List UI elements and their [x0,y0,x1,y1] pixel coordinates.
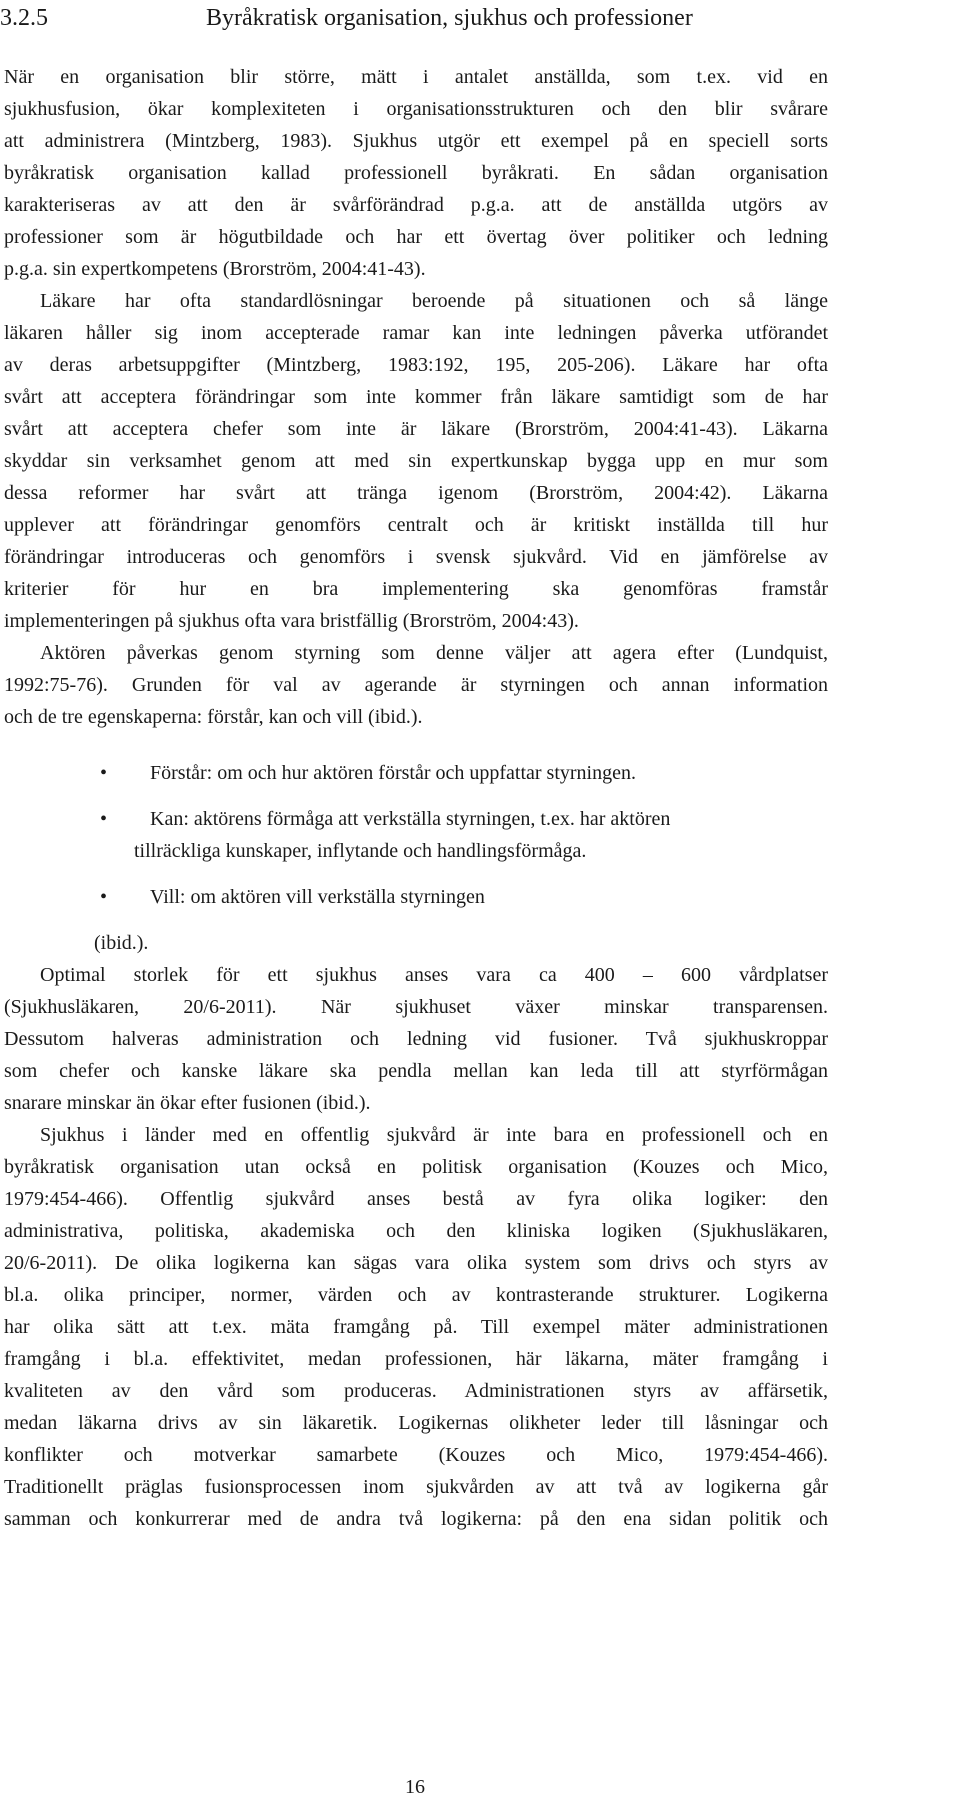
text-line: 1992:75-76). Grunden för val av agerande är styrningen och annan information [4,674,828,696]
text-line: Aktören påverkas genom styrning som denne väljer att agera efter (Lundquist, [40,642,828,664]
page-number: 16 [405,1776,425,1798]
text-line: Läkare har ofta standardlösningar beroende på situationen och så länge [40,290,828,312]
text-line: professioner som är högutbildade och har ett övertag över politiker och ledning [4,226,828,248]
bullet-icon: • [100,886,108,908]
text-line: karakteriseras av att den är svårförändrad p.g.a. att de anställda utgörs av [4,194,828,216]
text-line: skyddar sin verksamhet genom att med sin expertkunskap bygga upp en mur som [4,450,828,472]
text-line: och de tre egenskaperna: förstår, kan och vill (ibid.). [4,706,423,728]
text-line: När en organisation blir större, mätt i antalet anställda, som t.ex. vid en [4,66,828,88]
text-line: framgång i bl.a. effektivitet, medan professionen, här läkarna, mäter framgång i [4,1348,828,1370]
text-line: byråkratisk organisation utan också en politisk organisation (Kouzes och Mico, [4,1156,828,1178]
list-item-text: Kan: aktörens förmåga att verkställa styrningen, t.ex. har aktören [150,808,671,830]
text-line: byråkratisk organisation kallad professionell byråkrati. En sådan organisation [4,162,828,184]
text-line: upplever att förändringar genomförs centralt och är kritiskt inställda till hur [4,514,828,536]
text-line: läkaren håller sig inom accepterade ramar kan inte ledningen påverka utförandet [4,322,828,344]
text-line: förändringar introduceras och genomförs i svensk sjukvård. Vid en jämförelse av [4,546,828,568]
bullet-icon: • [100,808,108,830]
text-line: att administrera (Mintzberg, 1983). Sjukhus utgör ett exempel på en speciell sorts [4,130,828,152]
text-line: sjukhusfusion, ökar komplexiteten i organisationsstrukturen och den blir svårare [4,98,828,120]
text-line: Dessutom halveras administration och ledning vid fusioner. Två sjukhuskroppar [4,1028,828,1050]
text-line: kriterier för hur en bra implementering ska genomföras framstår [4,578,828,600]
text-line: Sjukhus i länder med en offentlig sjukvård är inte bara en professionell och en [40,1124,828,1146]
list-item-text: tillräckliga kunskaper, inflytande och handlingsförmåga. [134,840,587,862]
text-line: 1979:454-466). Offentlig sjukvård anses bestå av fyra olika logiker: den [4,1188,828,1210]
text-line: dessa reformer har svårt att tränga igenom (Brorström, 2004:42). Läkarna [4,482,828,504]
text-line: svårt att acceptera chefer som inte är läkare (Brorström, 2004:41-43). Läkarna [4,418,828,440]
text-line: som chefer och kanske läkare ska pendla mellan kan leda till att styrförmågan [4,1060,828,1082]
citation: (ibid.). [94,932,149,954]
text-line: Traditionellt präglas fusionsprocessen inom sjukvården av att två av logikerna går [4,1476,828,1498]
list-item-text: Vill: om aktören vill verkställa styrningen [150,886,485,908]
section-number: 3.2.5 [0,5,48,31]
list-item-text: Förstår: om och hur aktören förstår och uppfattar styrningen. [150,762,636,784]
text-line: implementeringen på sjukhus ofta vara bristfällig (Brorström, 2004:43). [4,610,579,632]
text-line: bl.a. olika principer, normer, värden och av kontrasterande strukturer. Logikerna [4,1284,828,1306]
text-line: medan läkarna drivs av sin läkaretik. Logikernas olikheter leder till låsningar och [4,1412,828,1434]
text-line: konflikter och motverkar samarbete (Kouzes och Mico, 1979:454-466). [4,1444,828,1466]
text-line: (Sjukhusläkaren, 20/6-2011). När sjukhuset växer minskar transparensen. [4,996,828,1018]
text-line: administrativa, politiska, akademiska och den kliniska logiken (Sjukhusläkaren, [4,1220,828,1242]
text-line: kvaliteten av den vård som produceras. Administrationen styrs av affärsetik, [4,1380,828,1402]
section-heading [0,2,693,34]
text-line: samman och konkurrerar med de andra två logikerna: på den ena sidan politik och [4,1508,828,1530]
text-line: har olika sätt att t.ex. mäta framgång på. Till exempel mäter administrationen [4,1316,828,1338]
text-line: av deras arbetsuppgifter (Mintzberg, 1983:192, 195, 205-206). Läkare har ofta [4,354,828,376]
text-line: snarare minskar än ökar efter fusionen (ibid.). [4,1092,371,1114]
text-line: 20/6-2011). De olika logikerna kan sägas vara olika system som drivs och styrs av [4,1252,828,1274]
bullet-icon: • [100,762,108,784]
text-line: Optimal storlek för ett sjukhus anses vara ca 400 – 600 vårdplatser [40,964,828,986]
text-line: p.g.a. sin expertkompetens (Brorström, 2004:41-43). [4,258,426,280]
text-line: svårt att acceptera förändringar som inte kommer från läkare samtidigt som de har [4,386,828,408]
section-title: Byråkratisk organisation, sjukhus och professioner [206,5,693,31]
